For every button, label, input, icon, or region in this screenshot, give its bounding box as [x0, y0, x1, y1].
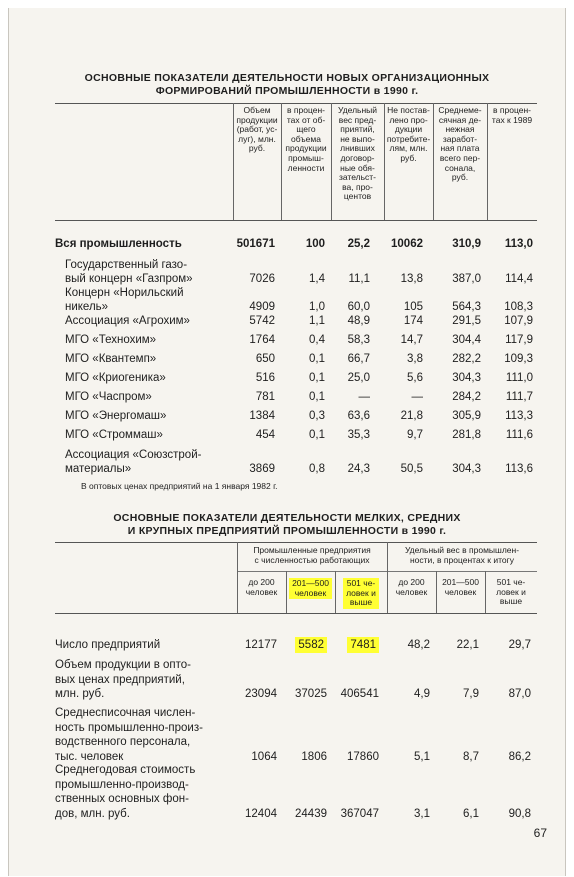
table2-cell: 1064 — [251, 750, 277, 763]
table1-cell: 21,8 — [400, 410, 423, 422]
table1-row-label: МГО «Технохим» — [65, 334, 157, 346]
table1-row-label: МГО «Квантемп» — [65, 353, 157, 365]
table1-cell: 1,0 — [309, 301, 325, 313]
table2-cell: 17860 — [347, 750, 379, 763]
table1-cell: 109,3 — [504, 353, 533, 365]
table1-cell: 304,4 — [452, 334, 481, 346]
table1-row-label: Концерн «Норильский никель» — [65, 287, 184, 313]
table1-col-header: Среднеме- сячная де- нежная заработ- ная плата всего пер- сонала, руб. — [438, 105, 482, 183]
table1-cell: 9,7 — [407, 429, 423, 441]
table2-cell: 5582 — [295, 638, 327, 652]
table1-cell: 4909 — [249, 301, 275, 313]
table1-cell: 5,6 — [407, 372, 423, 384]
table1-cell: 25,2 — [347, 238, 370, 250]
table2-cell: 7481 — [347, 638, 379, 652]
table1-cell: 0,3 — [309, 410, 325, 422]
table1-col-header: в процен- тах к 1989 — [491, 105, 533, 125]
table1-cell: 100 — [305, 238, 325, 250]
table2-group-header-share: Удельный вес в промышлен- ности, в процентах к итогу — [404, 545, 520, 565]
table1-cell: 113,6 — [505, 463, 533, 475]
table2-cell: 5,1 — [414, 750, 430, 763]
table1-cell: 113,3 — [505, 410, 533, 422]
table1-row-label: Ассоциация «Союзстрой- материалы» — [65, 449, 202, 475]
table2-col-header: до 200 человек — [245, 577, 278, 597]
table2-cell: 406541 — [340, 688, 379, 700]
table1-cell: 24,3 — [347, 463, 370, 475]
table2-group-header-enterprises: Промышленные предприятия с численностью работающих — [253, 545, 371, 565]
table1-cell: — — [411, 391, 423, 403]
table1-cell: 107,9 — [504, 315, 533, 327]
table2-row-label: Число предприятий — [55, 639, 161, 651]
table2-cell: 29,7 — [508, 639, 531, 651]
table1-cell: 0,8 — [309, 463, 325, 475]
table2-cell: 23094 — [245, 688, 277, 700]
table1-cell: 0,1 — [309, 372, 325, 384]
table1-row-label: МГО «Строммаш» — [65, 429, 163, 441]
table1-cell: 304,3 — [452, 463, 481, 475]
table2-row-label: Объем продукции в опто- вых ценах предприятий, млн. руб. — [55, 659, 192, 700]
table1-cell: 10062 — [391, 238, 423, 250]
table2-cell: 8,7 — [463, 750, 479, 763]
table1-cell: 48,9 — [347, 315, 370, 327]
table1-cell: 304,3 — [452, 372, 481, 384]
table1-col-header: Удельный вес пред- приятий, не выпо- лнивших договор- ные обя- зательст- ва, про- центов — [337, 105, 378, 202]
table1-cell: 35,3 — [347, 429, 370, 441]
table1-cell: 7026 — [249, 273, 275, 285]
table1-cell: 0,1 — [309, 353, 325, 365]
table1-footnote: В оптовых ценах предприятий на 1 января 1982 г. — [81, 481, 278, 491]
table2-cell: 367047 — [340, 807, 379, 820]
table1-cell: 11,1 — [348, 273, 370, 285]
document-page — [8, 8, 566, 876]
table2-cell: 12404 — [245, 807, 277, 820]
table1-row-label: Государственный газо- вый концерн «Газпром» — [65, 259, 193, 285]
table1-cell: 117,9 — [505, 334, 533, 346]
table2-cell: 22,1 — [456, 639, 479, 651]
table1-cell: — — [358, 391, 370, 403]
table2-col-header: 201—500 человек — [442, 577, 479, 597]
table2-cell: 48,2 — [407, 639, 430, 651]
table1-cell: 114,4 — [505, 273, 533, 285]
table1-cell: 282,2 — [452, 353, 481, 365]
table2-cell: 3,1 — [414, 807, 430, 820]
table1-header-rule — [55, 220, 537, 221]
table1-cell: 1,4 — [309, 273, 325, 285]
table1-title-line2: ФОРМИРОВАНИЙ ПРОМЫШЛЕННОСТИ в 1990 г. — [155, 85, 419, 97]
table1-cell: 5742 — [249, 315, 275, 327]
table1-cell: 387,0 — [452, 273, 481, 285]
table1-cell: 3,8 — [407, 353, 423, 365]
table1-cell: 1764 — [249, 334, 275, 346]
table1-row-label: МГО «Энергомаш» — [65, 410, 167, 422]
table1-cell: 650 — [255, 353, 275, 365]
table1-cell: 0,1 — [309, 391, 325, 403]
table1-cell: 108,3 — [504, 301, 533, 313]
table2-col-header: 201—500 человек — [286, 578, 335, 599]
table1-cell: 25,0 — [347, 372, 370, 384]
table1-cell: 111,6 — [505, 429, 533, 441]
table1-cell: 1384 — [249, 410, 275, 422]
table1-cell: 564,3 — [452, 301, 481, 313]
table2-cell: 7,9 — [463, 688, 479, 700]
table2-header-rule — [55, 613, 537, 614]
table1-cell: 781 — [255, 391, 275, 403]
table1-col-header: Объем продукции (работ, ус- луг), млн. руб. — [236, 105, 278, 154]
table1-top-rule — [55, 103, 537, 104]
table1-cell: 13,8 — [400, 273, 423, 285]
table1-cell: 63,6 — [347, 410, 370, 422]
table1-cell: 105 — [403, 301, 423, 313]
table1-cell: 111,7 — [505, 391, 533, 403]
table1-row-label: МГО «Криогеника» — [65, 372, 166, 384]
table1-cell: 1,1 — [309, 315, 325, 327]
table1-cell: 14,7 — [400, 334, 423, 346]
table1-cell: 50,5 — [400, 463, 423, 475]
table2-col-header: 501 че- ловек и выше — [496, 577, 526, 607]
table1-cell: 113,0 — [504, 238, 533, 250]
table2-cell: 24439 — [295, 807, 327, 820]
table2-cell: 86,2 — [508, 750, 531, 763]
table1-title-line1: ОСНОВНЫЕ ПОКАЗАТЕЛИ ДЕЯТЕЛЬНОСТИ НОВЫХ ОРГАНИЗАЦИОННЫХ — [84, 72, 490, 84]
table2-col-header: 501 че- ловек и выше — [335, 578, 387, 609]
table2-cell: 12177 — [245, 639, 277, 651]
table1-row-label: МГО «Часпром» — [65, 391, 152, 403]
table1-cell: 310,9 — [452, 238, 481, 250]
table1-cell: 174 — [403, 315, 423, 327]
table2-top-rule — [55, 542, 537, 543]
table1-cell: 501671 — [236, 238, 275, 250]
table1-row-label: Ассоциация «Агрохим» — [65, 315, 190, 327]
table1-cell: 0,4 — [309, 334, 325, 346]
table2-title-line1: ОСНОВНЫЕ ПОКАЗАТЕЛИ ДЕЯТЕЛЬНОСТИ МЕЛКИХ, СРЕДНИХ — [113, 512, 461, 524]
table1-cell: 0,1 — [309, 429, 325, 441]
table2-cell: 87,0 — [508, 688, 531, 700]
table1-cell: 305,9 — [452, 410, 481, 422]
table1-cell: 454 — [255, 429, 275, 441]
table1-cell: 281,8 — [452, 429, 481, 441]
table1-col-header: в процен- тах от об- щего объема продукции промыш- ленности — [285, 105, 327, 173]
table1-cell: 60,0 — [347, 301, 370, 313]
table1-cell: 291,5 — [452, 315, 481, 327]
table1-cell: 516 — [255, 372, 275, 384]
table1-cell: 111,0 — [505, 372, 533, 384]
table2-cell: 6,1 — [463, 807, 479, 820]
table2-cell: 4,9 — [414, 688, 430, 700]
table2-cell: 1806 — [301, 750, 327, 763]
table1-cell: 3869 — [249, 463, 275, 475]
table2-cell: 37025 — [295, 688, 327, 700]
table2-col-header: до 200 человек — [395, 577, 428, 597]
table2-cell: 90,8 — [508, 807, 531, 820]
table1-cell: 284,2 — [452, 391, 481, 403]
page-number: 67 — [533, 826, 547, 840]
table1-cell: 66,7 — [347, 353, 370, 365]
table2-row-label: Среднегодовая стоимость промышленно-производ- ственных основных фон- дов, млн. руб. — [55, 764, 196, 820]
table2-row-label: Среднесписочная числен- ность промышленно-произ- водственного персонала, тыс. человек — [55, 707, 203, 763]
table1-cell: 58,3 — [347, 334, 370, 346]
table1-row-label: Вся промышленность — [55, 238, 182, 250]
table2-title-line2: И КРУПНЫХ ПРЕДПРИЯТИЙ ПРОМЫШЛЕННОСТИ в 1990 г. — [127, 525, 447, 537]
table1-col-header: Не постав- лено про- дукции потребите- лям, млн. руб. — [386, 105, 431, 163]
